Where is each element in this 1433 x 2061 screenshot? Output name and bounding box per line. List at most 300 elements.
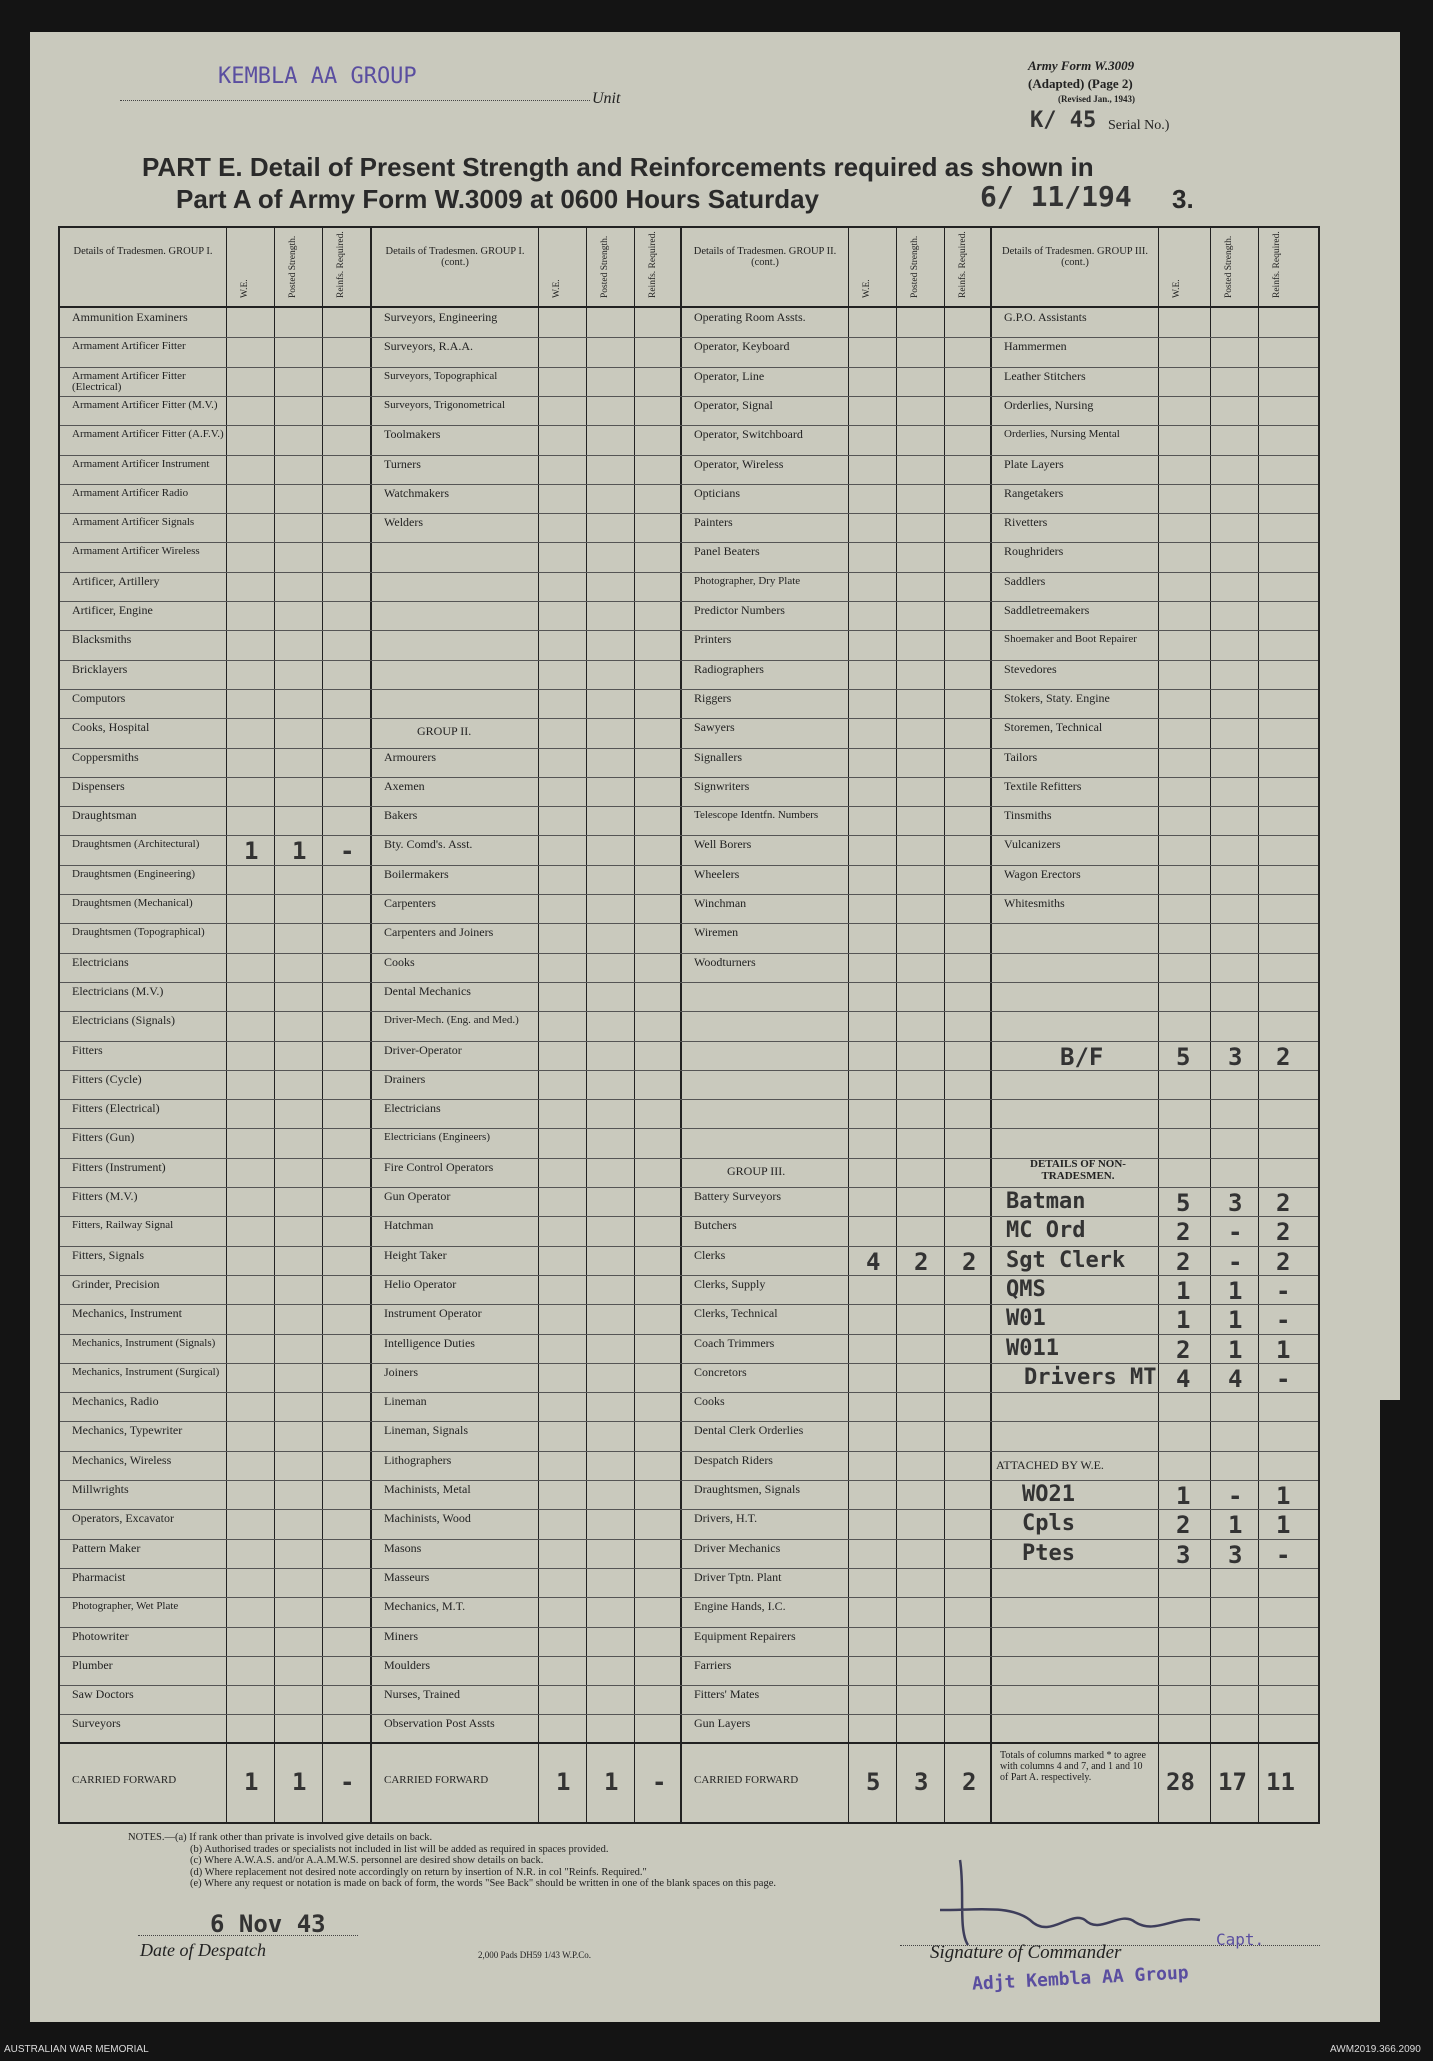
- trade-label: Operators, Excavator: [72, 1511, 174, 1526]
- trade-label: Draughtsmen (Architectural): [72, 838, 200, 851]
- col-divider: [990, 226, 992, 1824]
- trade-label: Pattern Maker: [72, 1540, 141, 1555]
- non-tradesman-label: MC Ord: [1006, 1218, 1086, 1244]
- trade-label: Toolmakers: [384, 427, 441, 442]
- row-divider: [60, 425, 1318, 426]
- non-tradesman-we: 2: [1176, 1218, 1191, 1247]
- non-tradesman-reinf: -: [1276, 1306, 1291, 1335]
- trade-label: Lineman, Signals: [384, 1423, 468, 1438]
- trade-label: Clerks: [694, 1247, 726, 1262]
- attached-posted: 1: [1228, 1511, 1243, 1540]
- trade-label: Surveyors, Topographical: [384, 369, 498, 382]
- row-divider: [60, 660, 1318, 661]
- trade-label: Operator, Switchboard: [694, 427, 803, 442]
- row-divider: [60, 1714, 1318, 1715]
- note-c: (c) Where A.W.A.S. and/or A.A.M.W.S. personnel are desired show details on back.: [190, 1855, 544, 1866]
- attached-posted: 3: [1228, 1540, 1243, 1569]
- non-tradesman-posted: 4: [1228, 1364, 1243, 1393]
- trade-label: Telescope Identfn. Numbers: [694, 809, 819, 822]
- trade-label: Orderlies, Nursing Mental: [1004, 428, 1120, 441]
- row-divider: [60, 455, 1318, 456]
- attached-reinf: 1: [1276, 1482, 1291, 1510]
- trade-label: Carpenters and Joiners: [384, 925, 494, 940]
- attached-label: Cpls: [1022, 1511, 1075, 1537]
- trade-label: Grinder, Precision: [72, 1276, 160, 1291]
- trade-label: Drainers: [384, 1071, 426, 1086]
- row-divider: [60, 396, 1318, 397]
- trade-label: Fitters (Gun): [72, 1130, 135, 1145]
- trade-label: Electricians: [72, 954, 129, 969]
- form-revised: (Revised Jan., 1943): [1058, 94, 1135, 104]
- non-tradesmen-heading: DETAILS OF NON-TRADESMEN.: [1030, 1157, 1126, 1182]
- trade-label: G.P.O. Assistants: [1004, 310, 1087, 324]
- row-divider: [60, 1421, 1318, 1422]
- row-divider: [60, 1334, 1318, 1335]
- trade-label: Driver-Operator: [384, 1042, 462, 1057]
- trade-label: Wheelers: [694, 866, 740, 881]
- trade-label: Fitters' Mates: [694, 1687, 760, 1702]
- row-divider: [60, 835, 1318, 836]
- non-tradesman-label: QMS: [1006, 1276, 1046, 1302]
- trade-label: GROUP II.: [417, 724, 472, 739]
- trade-label: Computors: [72, 690, 126, 705]
- trade-label: Well Borers: [694, 837, 752, 852]
- form-number: Army Form W.3009: [1028, 58, 1135, 73]
- trade-label: Artificer, Artillery: [72, 573, 160, 588]
- non-tradesman-we: 2: [1176, 1247, 1191, 1276]
- trade-label: Fitters (Electrical): [72, 1101, 160, 1116]
- row-divider: [60, 1275, 1318, 1276]
- carried-forward-label: CARRIED FORWARD: [384, 1774, 489, 1786]
- totals-note: Totals of columns marked * to agree with columns 4 and 7, and 1 and 10 of Part A. respectively.: [1000, 1750, 1146, 1783]
- trade-label: Coach Trimmers: [694, 1335, 775, 1350]
- col-divider: [274, 226, 275, 1824]
- row-divider: [60, 337, 1318, 338]
- note-d: (d) Where replacement not desired note accordingly on return by insertion of N.R. in col "Reinfs. Required.": [190, 1866, 647, 1878]
- col-divider: [944, 226, 945, 1824]
- trade-label: Dental Clerk Orderlies: [694, 1423, 804, 1438]
- trade-label: Despatch Riders: [694, 1452, 773, 1467]
- cf-posted: 1: [292, 1768, 307, 1796]
- non-tradesman-label: W01: [1006, 1306, 1046, 1332]
- row-divider: [60, 1363, 1318, 1364]
- column-header: Details of Tradesmen. GROUP I.: [73, 246, 213, 257]
- col-divider: [848, 226, 849, 1824]
- row-divider: [60, 1011, 1318, 1012]
- serial-value: K/ 45: [1030, 108, 1097, 133]
- trade-label: Operating Room Assts.: [694, 310, 806, 324]
- trade-label: Armament Artificer Instrument: [72, 457, 210, 470]
- non-tradesman-label: Sgt Clerk: [1006, 1247, 1126, 1273]
- trade-label: Draughtsman: [72, 808, 137, 823]
- draughtsmen-arch-reinf: -: [340, 837, 355, 866]
- note-e: (e) Where any request or notation is made on back of form, the words "See Back" should be written in one of the blank spaces on this page.: [190, 1878, 777, 1889]
- trade-label: Plate Layers: [1004, 456, 1064, 471]
- trade-label: Mechanics, M.T.: [384, 1599, 466, 1614]
- trade-label: Dental Mechanics: [384, 983, 471, 998]
- trade-label: Panel Beaters: [694, 544, 760, 559]
- row-divider: [60, 513, 1318, 514]
- trade-label: Nurses, Trained: [384, 1687, 461, 1702]
- rank-stamp: Capt.: [1216, 1930, 1265, 1949]
- trade-label: Draughtsmen (Topographical): [72, 926, 205, 939]
- trade-label: Signallers: [694, 749, 742, 764]
- trade-label: Surveyors, Engineering: [384, 310, 498, 324]
- column-header-posted: Posted Strength.: [600, 235, 610, 298]
- column-header-reinfs: Reinfs. Required.: [958, 231, 968, 298]
- column-header-we: W.E.: [552, 279, 562, 298]
- non-tradesman-reinf: 2: [1276, 1189, 1291, 1217]
- trade-label: Tailors: [1004, 749, 1038, 764]
- trade-label: Turners: [384, 456, 421, 471]
- cf-we: 5: [866, 1768, 881, 1796]
- unit-line: [120, 100, 590, 101]
- trade-label: Gun Layers: [694, 1716, 751, 1731]
- non-tradesman-posted: -: [1228, 1218, 1243, 1247]
- trade-label: Machinists, Metal: [384, 1482, 471, 1496]
- trade-label: Draughtsmen (Engineering): [72, 867, 196, 880]
- trade-label: Predictor Numbers: [694, 603, 785, 617]
- attached-heading: ATTACHED BY W.E.: [996, 1457, 1104, 1472]
- non-tradesman-we: 1: [1176, 1276, 1191, 1305]
- total-reinf: 11: [1266, 1768, 1295, 1796]
- trade-label: Driver Tptn. Plant: [694, 1569, 782, 1584]
- table-top-border: [58, 226, 1320, 228]
- trade-label: Operator, Keyboard: [694, 339, 790, 354]
- clerks-reinf: 2: [962, 1247, 977, 1276]
- non-tradesman-posted: 3: [1228, 1189, 1243, 1217]
- trade-label: Surveyors, R.A.A.: [384, 339, 473, 354]
- column-header-reinfs: Reinfs. Required.: [648, 231, 658, 298]
- clerks-we: 4: [866, 1247, 881, 1276]
- trade-label: Machinists, Wood: [384, 1511, 471, 1526]
- printer-line: 2,000 Pads DH59 1/43 W.P.Co.: [478, 1950, 592, 1960]
- non-tradesman-reinf: 2: [1276, 1247, 1291, 1276]
- trade-label: Photographer, Wet Plate: [72, 1600, 179, 1613]
- row-divider: [60, 1187, 1318, 1188]
- row-divider: [60, 1392, 1318, 1393]
- row-divider: [60, 1656, 1318, 1657]
- trade-label: Armament Artificer Fitter: [72, 340, 186, 353]
- col-divider: [1258, 226, 1259, 1824]
- trade-label: Armament Artificer Radio: [72, 486, 189, 499]
- trade-label: Surveyors, Trigonometrical: [384, 398, 505, 411]
- trade-label: Moulders: [384, 1657, 430, 1672]
- archive-right: AWM2019.366.2090: [1330, 2044, 1421, 2055]
- row-divider: [60, 1597, 1318, 1598]
- trade-label: Coppersmiths: [72, 749, 139, 764]
- trade-label: Surveyors: [72, 1716, 121, 1731]
- trade-label: Photographer, Dry Plate: [694, 574, 801, 587]
- col-divider: [680, 226, 682, 1824]
- title-line-1: PART E. Detail of Present Strength and Reinforcements required as shown in: [142, 152, 1094, 182]
- trade-label: Fitters (M.V.): [72, 1189, 138, 1203]
- trade-label: Hammermen: [1004, 339, 1067, 354]
- despatch-line: [138, 1935, 358, 1936]
- trade-label: Ammunition Examiners: [72, 310, 188, 324]
- trade-label: Mechanics, Radio: [72, 1394, 159, 1409]
- non-tradesman-label: Drivers MT: [1024, 1364, 1157, 1390]
- row-divider: [60, 1216, 1318, 1217]
- attached-we: 1: [1176, 1482, 1191, 1510]
- trade-label: Joiners: [384, 1364, 418, 1379]
- trade-label: Armament Artificer Signals: [72, 516, 195, 529]
- non-tradesman-label: W011: [1006, 1335, 1059, 1361]
- row-divider: [60, 1509, 1318, 1510]
- trade-label: Clerks, Technical: [694, 1306, 778, 1321]
- trade-label: Carpenters: [384, 896, 436, 910]
- column-header-posted: Posted Strength.: [1224, 235, 1234, 298]
- trade-label: Tinsmiths: [1004, 808, 1052, 823]
- trade-label: Watchmakers: [384, 485, 450, 500]
- trade-label: Farriers: [694, 1657, 732, 1672]
- trade-label: Rivetters: [1004, 515, 1048, 530]
- cf-posted: 1: [604, 1768, 619, 1796]
- trade-label: Vulcanizers: [1004, 837, 1061, 852]
- date-typed: 6/ 11/194: [980, 180, 1132, 213]
- row-divider: [60, 953, 1318, 954]
- trade-label: Stevedores: [1004, 661, 1057, 676]
- trade-label: Wiremen: [694, 925, 739, 940]
- trade-label: Operator, Wireless: [694, 456, 784, 471]
- trade-label: Fitters (Cycle): [72, 1071, 142, 1086]
- trade-label: Pharmacist: [72, 1569, 126, 1584]
- trade-label: Orderlies, Nursing: [1004, 397, 1094, 412]
- trade-label: Roughriders: [1004, 544, 1064, 559]
- row-divider: [60, 982, 1318, 983]
- trade-label: Concretors: [694, 1364, 747, 1379]
- column-header-reinfs: Reinfs. Required.: [336, 231, 346, 298]
- adjt-stamp: Adjt Kembla AA Group: [971, 1962, 1190, 1995]
- trade-label: Radiographers: [694, 661, 764, 676]
- attached-posted: -: [1228, 1482, 1243, 1510]
- trade-label: Drivers, H.T.: [694, 1511, 758, 1526]
- col-divider: [586, 226, 587, 1824]
- row-divider: [60, 601, 1318, 602]
- trade-label: Saddlers: [1004, 573, 1046, 588]
- row-divider: [60, 1099, 1318, 1100]
- trade-label: Artificer, Engine: [72, 603, 153, 617]
- trade-label: Electricians (M.V.): [72, 983, 164, 998]
- non-tradesman-reinf: 2: [1276, 1218, 1291, 1247]
- col-divider: [538, 226, 539, 1824]
- non-tradesman-label: Batman: [1006, 1189, 1086, 1214]
- trade-label: Electricians (Signals): [72, 1013, 175, 1028]
- despatch-label: Date of Despatch: [140, 1940, 266, 1960]
- header-bottom-border: [58, 306, 1320, 308]
- trade-label: Fitters, Railway Signal: [72, 1219, 174, 1232]
- form-adapted: (Adapted) (Page 2): [1028, 76, 1133, 91]
- trade-label: Stokers, Staty. Engine: [1004, 690, 1110, 705]
- col-divider: [1210, 226, 1211, 1824]
- trade-label: Dispensers: [72, 778, 125, 793]
- trade-label: Mechanics, Instrument (Signals): [72, 1336, 216, 1349]
- column-header: Details of Tradesmen. GROUP II. (cont.): [693, 246, 837, 268]
- row-divider: [60, 1246, 1318, 1247]
- archive-left: AUSTRALIAN WAR MEMORIAL: [4, 2044, 149, 2055]
- cf-reinf: 2: [962, 1768, 977, 1796]
- notes-heading: NOTES.—(a): [128, 1832, 187, 1843]
- cf-posted: 3: [914, 1768, 929, 1796]
- non-tradesman-posted: 1: [1228, 1306, 1243, 1335]
- non-tradesman-reinf: -: [1276, 1364, 1291, 1393]
- col-divider: [896, 226, 897, 1824]
- trade-label: Driver Mechanics: [694, 1540, 781, 1555]
- trade-label: Battery Surveyors: [694, 1189, 781, 1203]
- note-a: If rank other than private is involved give details on back.: [189, 1832, 433, 1843]
- row-divider: [60, 1480, 1318, 1481]
- row-divider: [60, 1128, 1318, 1129]
- trade-label: Masons: [384, 1540, 422, 1555]
- column-header: Details of Tradesmen. GROUP III. (cont.): [1001, 246, 1148, 268]
- trade-label: Armament Artificer Fitter (M.V.): [72, 398, 218, 411]
- trade-label: Axemen: [384, 778, 425, 793]
- column-header-we: W.E.: [240, 279, 250, 298]
- trade-label: Clerks, Supply: [694, 1276, 766, 1291]
- non-tradesman-reinf: 1: [1276, 1335, 1291, 1364]
- row-divider: [60, 718, 1318, 719]
- trade-label: Mechanics, Instrument: [72, 1306, 182, 1321]
- clerks-posted: 2: [914, 1247, 929, 1276]
- trade-label: Whitesmiths: [1004, 896, 1065, 910]
- row-divider: [60, 1304, 1318, 1305]
- row-divider: [60, 1685, 1318, 1686]
- bf-we: 5: [1176, 1042, 1191, 1071]
- attached-label: WO21: [1022, 1482, 1075, 1507]
- non-tradesman-we: 1: [1176, 1306, 1191, 1335]
- title-line-2: Part A of Army Form W.3009 at 0600 Hours Saturday: [176, 184, 819, 214]
- col-divider: [1158, 226, 1159, 1824]
- row-divider: [60, 1539, 1318, 1540]
- trade-label: Instrument Operator: [384, 1306, 482, 1321]
- date-year: 3.: [1172, 184, 1194, 214]
- non-tradesman-posted: 1: [1228, 1335, 1243, 1364]
- column-header-we: W.E.: [862, 279, 872, 298]
- row-divider: [60, 806, 1318, 807]
- row-divider: [60, 923, 1318, 924]
- trade-label: Saddletreemakers: [1004, 603, 1090, 617]
- trade-label: Plumber: [72, 1657, 113, 1672]
- row-divider: [60, 1627, 1318, 1628]
- row-divider: [60, 777, 1318, 778]
- trade-label: Photowriter: [72, 1628, 129, 1643]
- trade-label: GROUP III.: [727, 1163, 786, 1178]
- trade-label: Blacksmiths: [72, 632, 132, 647]
- trade-label: Electricians: [384, 1101, 441, 1116]
- cf-we: 1: [244, 1768, 259, 1796]
- trade-label: Miners: [384, 1628, 418, 1643]
- trade-label: Fire Control Operators: [384, 1159, 494, 1174]
- carried-forward-label: CARRIED FORWARD: [694, 1774, 799, 1786]
- attached-we: 2: [1176, 1511, 1191, 1540]
- row-divider: [60, 1041, 1318, 1042]
- row-divider: [60, 367, 1318, 368]
- note-b: (b) Authorised trades or specialists not included in list will be added as required in spaces provided.: [190, 1843, 609, 1855]
- trade-label: Butchers: [694, 1218, 737, 1233]
- cf-reinf: -: [340, 1768, 355, 1796]
- non-tradesman-we: 2: [1176, 1335, 1191, 1364]
- trade-label: Hatchman: [384, 1218, 434, 1233]
- trade-label: Armament Artificer Wireless: [72, 545, 200, 558]
- trade-label: Mechanics, Instrument (Surgical): [72, 1365, 220, 1378]
- total-posted: 17: [1218, 1768, 1247, 1796]
- trade-label: Mechanics, Wireless: [72, 1452, 172, 1467]
- non-tradesman-posted: -: [1228, 1247, 1243, 1276]
- attached-reinf: -: [1276, 1540, 1291, 1569]
- col-divider: [634, 226, 635, 1824]
- trade-label: Painters: [694, 515, 733, 530]
- trade-label: Height Taker: [384, 1247, 447, 1262]
- trade-label: Cooks, Hospital: [72, 720, 150, 735]
- trade-label: Lithographers: [384, 1452, 452, 1467]
- trade-label: Mechanics, Typewriter: [72, 1423, 183, 1438]
- column-header-reinfs: Reinfs. Required.: [1272, 231, 1282, 298]
- bf-posted: 3: [1228, 1042, 1243, 1071]
- trade-label: Operator, Line: [694, 368, 765, 383]
- cf-we: 1: [556, 1768, 571, 1796]
- left-border: [58, 226, 60, 1824]
- serial-label: Serial No.): [1108, 118, 1170, 133]
- column-header-posted: Posted Strength.: [910, 235, 920, 298]
- carried-forward-label: CARRIED FORWARD: [72, 1774, 177, 1786]
- draughtsmen-arch-we: 1: [244, 837, 259, 866]
- trade-label: Electricians (Engineers): [384, 1131, 490, 1144]
- trade-label: Welders: [384, 515, 424, 530]
- draughtsmen-arch-posted: 1: [292, 837, 307, 866]
- row-divider: [60, 1070, 1318, 1071]
- trade-label: Storemen, Technical: [1004, 720, 1103, 735]
- row-divider: [60, 542, 1318, 543]
- attached-we: 3: [1176, 1540, 1191, 1569]
- trade-label: Riggers: [694, 690, 732, 705]
- row-divider: [60, 484, 1318, 485]
- trade-label: Armourers: [384, 749, 436, 764]
- trade-label: Lineman: [384, 1394, 427, 1409]
- trade-label: Textile Refitters: [1004, 778, 1082, 793]
- column-header-posted: Posted Strength.: [288, 235, 298, 298]
- trade-label: Helio Operator: [384, 1276, 457, 1291]
- trade-label: Armament Artificer Fitter (A.F.V.): [72, 428, 224, 441]
- trade-label: Armament Artificer Fitter (Electrical): [72, 369, 186, 393]
- trade-label: Bakers: [384, 808, 418, 823]
- trade-label: Draughtsmen, Signals: [694, 1482, 800, 1496]
- trade-label: Intelligence Duties: [384, 1335, 475, 1350]
- trade-label: Sawyers: [694, 720, 735, 735]
- body-bottom-border: [58, 1742, 1320, 1744]
- non-tradesman-we: 4: [1176, 1364, 1191, 1393]
- trade-label: Opticians: [694, 485, 740, 500]
- trade-label: Leather Stitchers: [1004, 368, 1086, 383]
- trade-label: Observation Post Assts: [384, 1716, 495, 1731]
- col-divider: [226, 226, 227, 1824]
- trade-label: Rangetakers: [1004, 485, 1064, 500]
- trade-label: Signwriters: [694, 778, 750, 793]
- trade-label: Shoemaker and Boot Repairer: [1004, 633, 1137, 646]
- trade-label: Draughtsmen (Mechanical): [72, 897, 193, 909]
- trade-label: Fitters, Signals: [72, 1247, 145, 1262]
- despatch-date: 6 Nov 43: [210, 1910, 326, 1938]
- col-divider: [1318, 226, 1320, 1824]
- trade-label: Cooks: [384, 954, 415, 969]
- row-divider: [60, 689, 1318, 690]
- total-we: 28: [1166, 1768, 1195, 1796]
- trade-label: Equipment Repairers: [694, 1628, 796, 1643]
- trade-label: Saw Doctors: [72, 1687, 134, 1702]
- trade-label: Fitters (Instrument): [72, 1159, 166, 1174]
- non-tradesman-reinf: -: [1276, 1276, 1291, 1305]
- cf-reinf: -: [652, 1768, 667, 1796]
- trade-label: Operator, Signal: [694, 397, 773, 412]
